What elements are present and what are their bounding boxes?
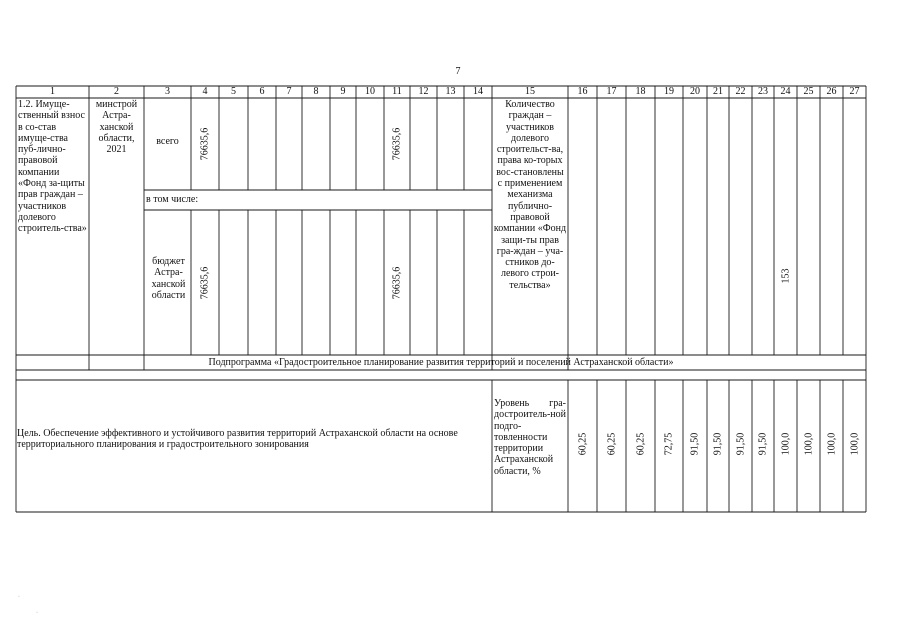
header-cell-27: 27 [849, 86, 860, 97]
goal-value: 60,25 [577, 432, 589, 456]
header-cell-6: 6 [259, 86, 265, 97]
scan-speck: · [18, 594, 20, 600]
goal-indicator: Уровень гра-достроитель-ной подго-товленности территории Астраханской области, % [494, 398, 567, 477]
scan-speck: · [36, 610, 38, 616]
header-cell-17: 17 [606, 86, 617, 97]
header-cell-23: 23 [758, 86, 768, 97]
subprogram-title: Подпрограмма «Градостроительное планирование развития территорий и поселений Астраханской области» [208, 357, 674, 368]
header-cell-3: 3 [165, 86, 170, 97]
header-cell-22: 22 [735, 86, 746, 97]
goal-text: Цель. Обеспечение эффективного и устойчивого развития территорий Астраханской области на основе территориального планирования и градостроительного зонирования [17, 428, 458, 451]
goal-value: 100,0 [826, 432, 838, 456]
header-cell-9: 9 [340, 86, 346, 97]
goal-value: 100,0 [849, 432, 861, 456]
header-cell-19: 19 [664, 86, 674, 97]
executor-cell: минстрой Астра-ханской области, 2021 [95, 99, 138, 156]
total-label: всего [156, 136, 179, 147]
header-cell-2: 2 [114, 86, 119, 97]
header-cell-1: 1 [50, 86, 55, 97]
budget-label: бюджет Астра-ханской области [151, 256, 186, 301]
goal-value: 91,50 [712, 432, 724, 456]
header-cell-24: 24 [780, 86, 791, 97]
indicator-cell: Количество граждан – участников долевого строительст-ва, права ко-торых вос-становлены с применением механизма публично-правовой компании «Фонд защи-ты прав гра-ждан – уча-стников до-левого строи-тельства» [493, 99, 567, 291]
header-cell-4: 4 [202, 86, 208, 97]
header-cell-25: 25 [803, 86, 814, 97]
col24-value: 153 [780, 268, 792, 284]
header-cell-21: 21 [713, 86, 723, 97]
page-number: 7 [455, 66, 461, 77]
goal-value: 100,0 [803, 432, 815, 456]
goal-value: 72,75 [663, 432, 675, 456]
goal-value: 91,50 [757, 432, 769, 456]
budget-col11-value: 76635,6 [391, 266, 403, 300]
header-cell-5: 5 [231, 86, 236, 97]
header-cell-15: 15 [525, 86, 535, 97]
goal-value: 60,25 [606, 432, 618, 456]
total-col4-value: 76635,6 [199, 127, 211, 161]
header-cell-10: 10 [365, 86, 375, 97]
goal-value: 60,25 [635, 432, 647, 456]
header-cell-26: 26 [826, 86, 837, 97]
header-cell-14: 14 [473, 86, 483, 97]
header-cell-7: 7 [286, 86, 292, 97]
budget-col4-value: 76635,6 [199, 266, 211, 300]
header-cell-16: 16 [577, 86, 588, 97]
goal-value: 91,50 [689, 432, 701, 456]
header-cell-12: 12 [418, 86, 429, 97]
goal-value: 100,0 [780, 432, 792, 456]
header-cell-13: 13 [445, 86, 456, 97]
header-cell-20: 20 [690, 86, 700, 97]
total-col11-value: 76635,6 [391, 127, 403, 161]
header-cell-18: 18 [635, 86, 646, 97]
header-cell-11: 11 [392, 86, 402, 97]
including-label: в том числе: [146, 194, 199, 205]
measure-name-cell: 1.2. Имуще-ственный взнос в со-став имуще-ства пуб-лично-правовой компании «Фонд за-щиты прав граждан – участников долевого строитель-ства» [18, 99, 87, 235]
goal-value: 91,50 [735, 432, 747, 456]
header-cell-8: 8 [313, 86, 319, 97]
